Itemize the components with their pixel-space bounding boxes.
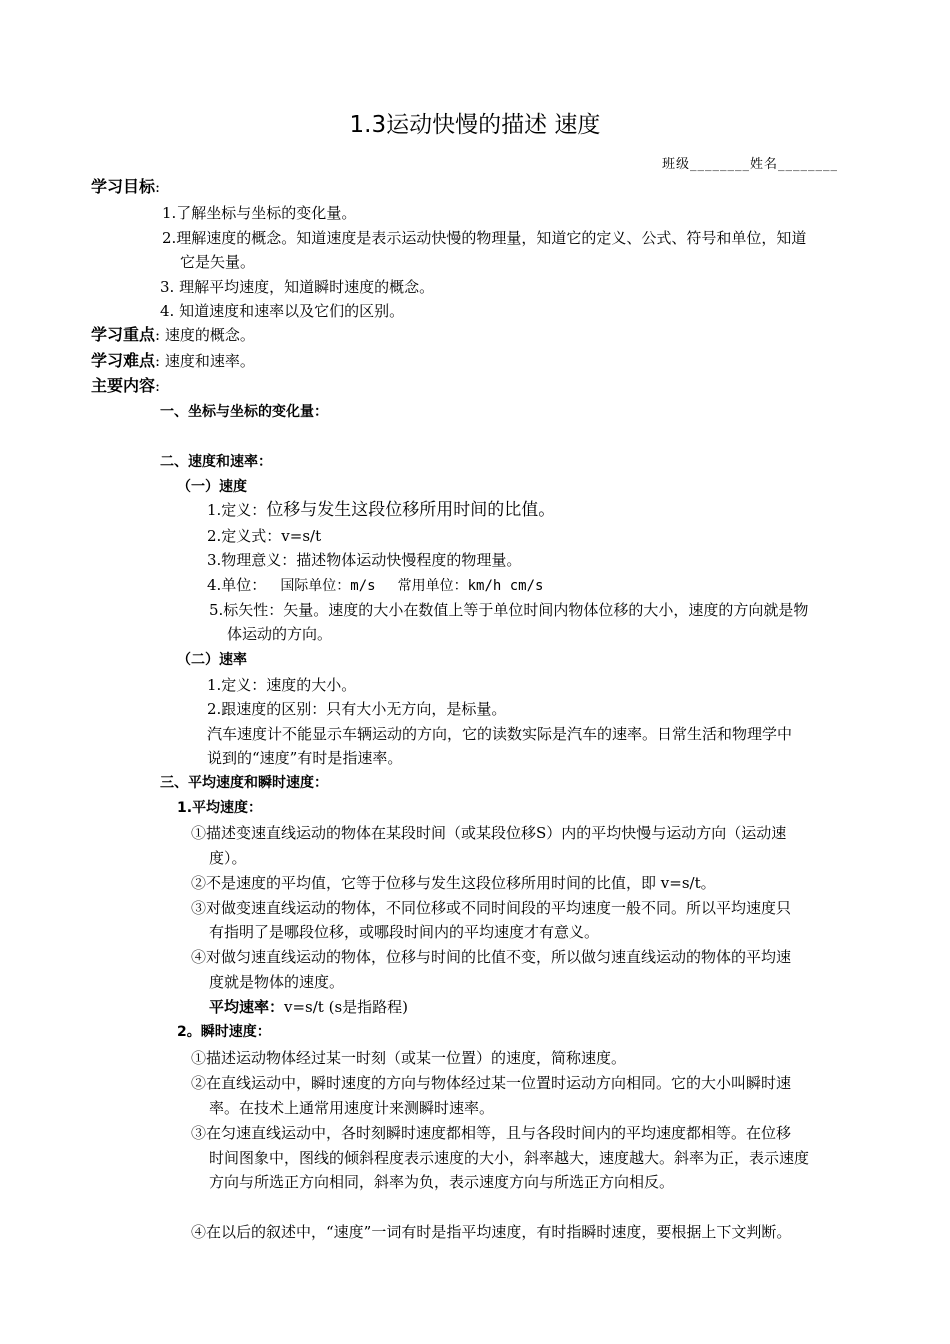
instantaneous-velocity-item-3-cont1: 时间图象中，图线的倾斜程度表示速度的大小，斜率越大，速度越大。斜率为正，表示速度 — [209, 1149, 810, 1167]
average-velocity-item-4: ④对做匀速直线运动的物体，位移与时间的比值不变，所以做匀速直线运动的物体的平均速 — [191, 948, 792, 966]
instantaneous-velocity-heading: 2。瞬时速度： — [177, 1024, 271, 1040]
objectives-heading — [91, 176, 160, 198]
key-point-label: 学习重点 — [91, 325, 156, 344]
speed-subheading: （一）速度 — [177, 479, 247, 495]
rate-difference: 2.跟速度的区别：只有大小无方向，是标量。 — [207, 700, 507, 718]
main-content-colon: : — [155, 377, 161, 395]
main-content-label: 主要内容 — [91, 376, 156, 395]
average-velocity-item-1: ①描述变速直线运动的物体在某段时间（或某段位移S）内的平均快慢与运动方向（运动速 — [191, 824, 787, 842]
difficulty-text: : 速度和速率。 — [155, 352, 255, 370]
speed-definition-prefix: 1.定义： — [207, 501, 267, 519]
speed-unit — [207, 575, 543, 596]
instantaneous-velocity-item-3-cont2: 方向与所选正方向相同，斜率为负，表示速度方向与所选正方向相反。 — [209, 1173, 675, 1191]
difficulty-label: 学习难点 — [91, 351, 156, 370]
rate-note-line2: 说到的“速度”有时是指速率。 — [207, 749, 403, 767]
instantaneous-velocity-item-2: ②在直线运动中，瞬时速度的方向与物体经过某一位置时运动方向相同。它的大小叫瞬时速 — [191, 1074, 792, 1092]
objectives-colon: : — [155, 178, 161, 196]
average-velocity-item-2: ②不是速度的平均值，它等于位移与发生这段位移所用时间的比值，即 v=s/t。 — [191, 874, 716, 892]
speed-unit-common: 常用单位：km/h cm/s — [397, 578, 544, 594]
class-name-line: 班级________姓名________ — [662, 157, 839, 172]
speed-unit-prefix: 4.单位： — [207, 576, 267, 594]
instantaneous-velocity-item-4: ④在以后的叙述中，“速度”一词有时是指平均速度，有时指瞬时速度，要根据上下文判断。 — [191, 1223, 792, 1241]
speed-vector-line2: 体运动的方向。 — [227, 625, 333, 643]
objective-item-2: 2.理解速度的概念。知道速度是表示运动快慢的物理量，知道它的定义、公式、符号和单位，知道 — [162, 229, 807, 247]
rate-definition: 1.定义：速度的大小。 — [207, 676, 357, 694]
objective-item-3: 3. 理解平均速度，知道瞬时速度的概念。 — [160, 278, 435, 296]
average-speed-line — [209, 997, 408, 1017]
speed-vector-line1: 5.标矢性：矢量。速度的大小在数值上等于单位时间内物体位移的大小，速度的方向就是物 — [209, 601, 809, 619]
average-velocity-item-1-cont: 度）。 — [209, 849, 247, 867]
speed-meaning: 3.物理意义：描述物体运动快慢程度的物理量。 — [207, 551, 522, 569]
instantaneous-velocity-item-3: ③在匀速直线运动中，各时刻瞬时速度都相等，且与各段时间内的平均速度都相等。在位移 — [191, 1124, 792, 1142]
instantaneous-velocity-item-1: ①描述运动物体经过某一时刻（或某一位置）的速度，简称速度。 — [191, 1049, 627, 1067]
section1-heading: 一、坐标与坐标的变化量： — [160, 404, 328, 420]
average-velocity-heading: 1.平均速度： — [177, 800, 263, 816]
difficulty-line — [91, 350, 255, 372]
average-velocity-item-3-cont: 有指明了是哪段位移，或哪段时间内的平均速度才有意义。 — [209, 923, 600, 941]
section3-heading: 三、平均速度和瞬时速度： — [160, 775, 328, 791]
page-title: 1.3运动快慢的描述 速度 — [349, 112, 601, 138]
speed-definition-text: 位移与发生这段位移所用时间的比值。 — [266, 500, 556, 520]
average-speed-label: 平均速率： — [209, 998, 285, 1016]
key-point-text: : 速度的概念。 — [155, 326, 255, 344]
speed-definition — [207, 500, 555, 520]
objective-item-1: 1.了解坐标与坐标的变化量。 — [162, 204, 357, 222]
average-velocity-item-4-cont: 度就是物体的速度。 — [209, 973, 345, 991]
objectives-label: 学习目标 — [91, 177, 156, 196]
objective-item-4: 4. 知道速度和速率以及它们的区别。 — [160, 302, 405, 320]
main-content-heading — [91, 375, 160, 397]
rate-subheading: （二）速率 — [177, 652, 247, 668]
instantaneous-velocity-item-2-cont: 率。在技术上通常用速度计来测瞬时速率。 — [209, 1099, 495, 1117]
key-point-line — [91, 324, 255, 346]
average-velocity-item-3: ③对做变速直线运动的物体，不同位移或不同时间段的平均速度一般不同。所以平均速度只 — [191, 899, 792, 917]
rate-note-line1: 汽车速度计不能显示车辆运动的方向，它的读数实际是汽车的速率。日常生活和物理学中 — [207, 725, 793, 743]
speed-formula: 2.定义式：v=s/t — [207, 527, 322, 545]
speed-unit-international: 国际单位：m/s — [280, 578, 376, 594]
objective-item-2-cont: 它是矢量。 — [180, 253, 256, 271]
average-speed-formula: v=s/t (s是指路程) — [284, 998, 409, 1016]
section2-heading: 二、速度和速率： — [160, 454, 272, 470]
